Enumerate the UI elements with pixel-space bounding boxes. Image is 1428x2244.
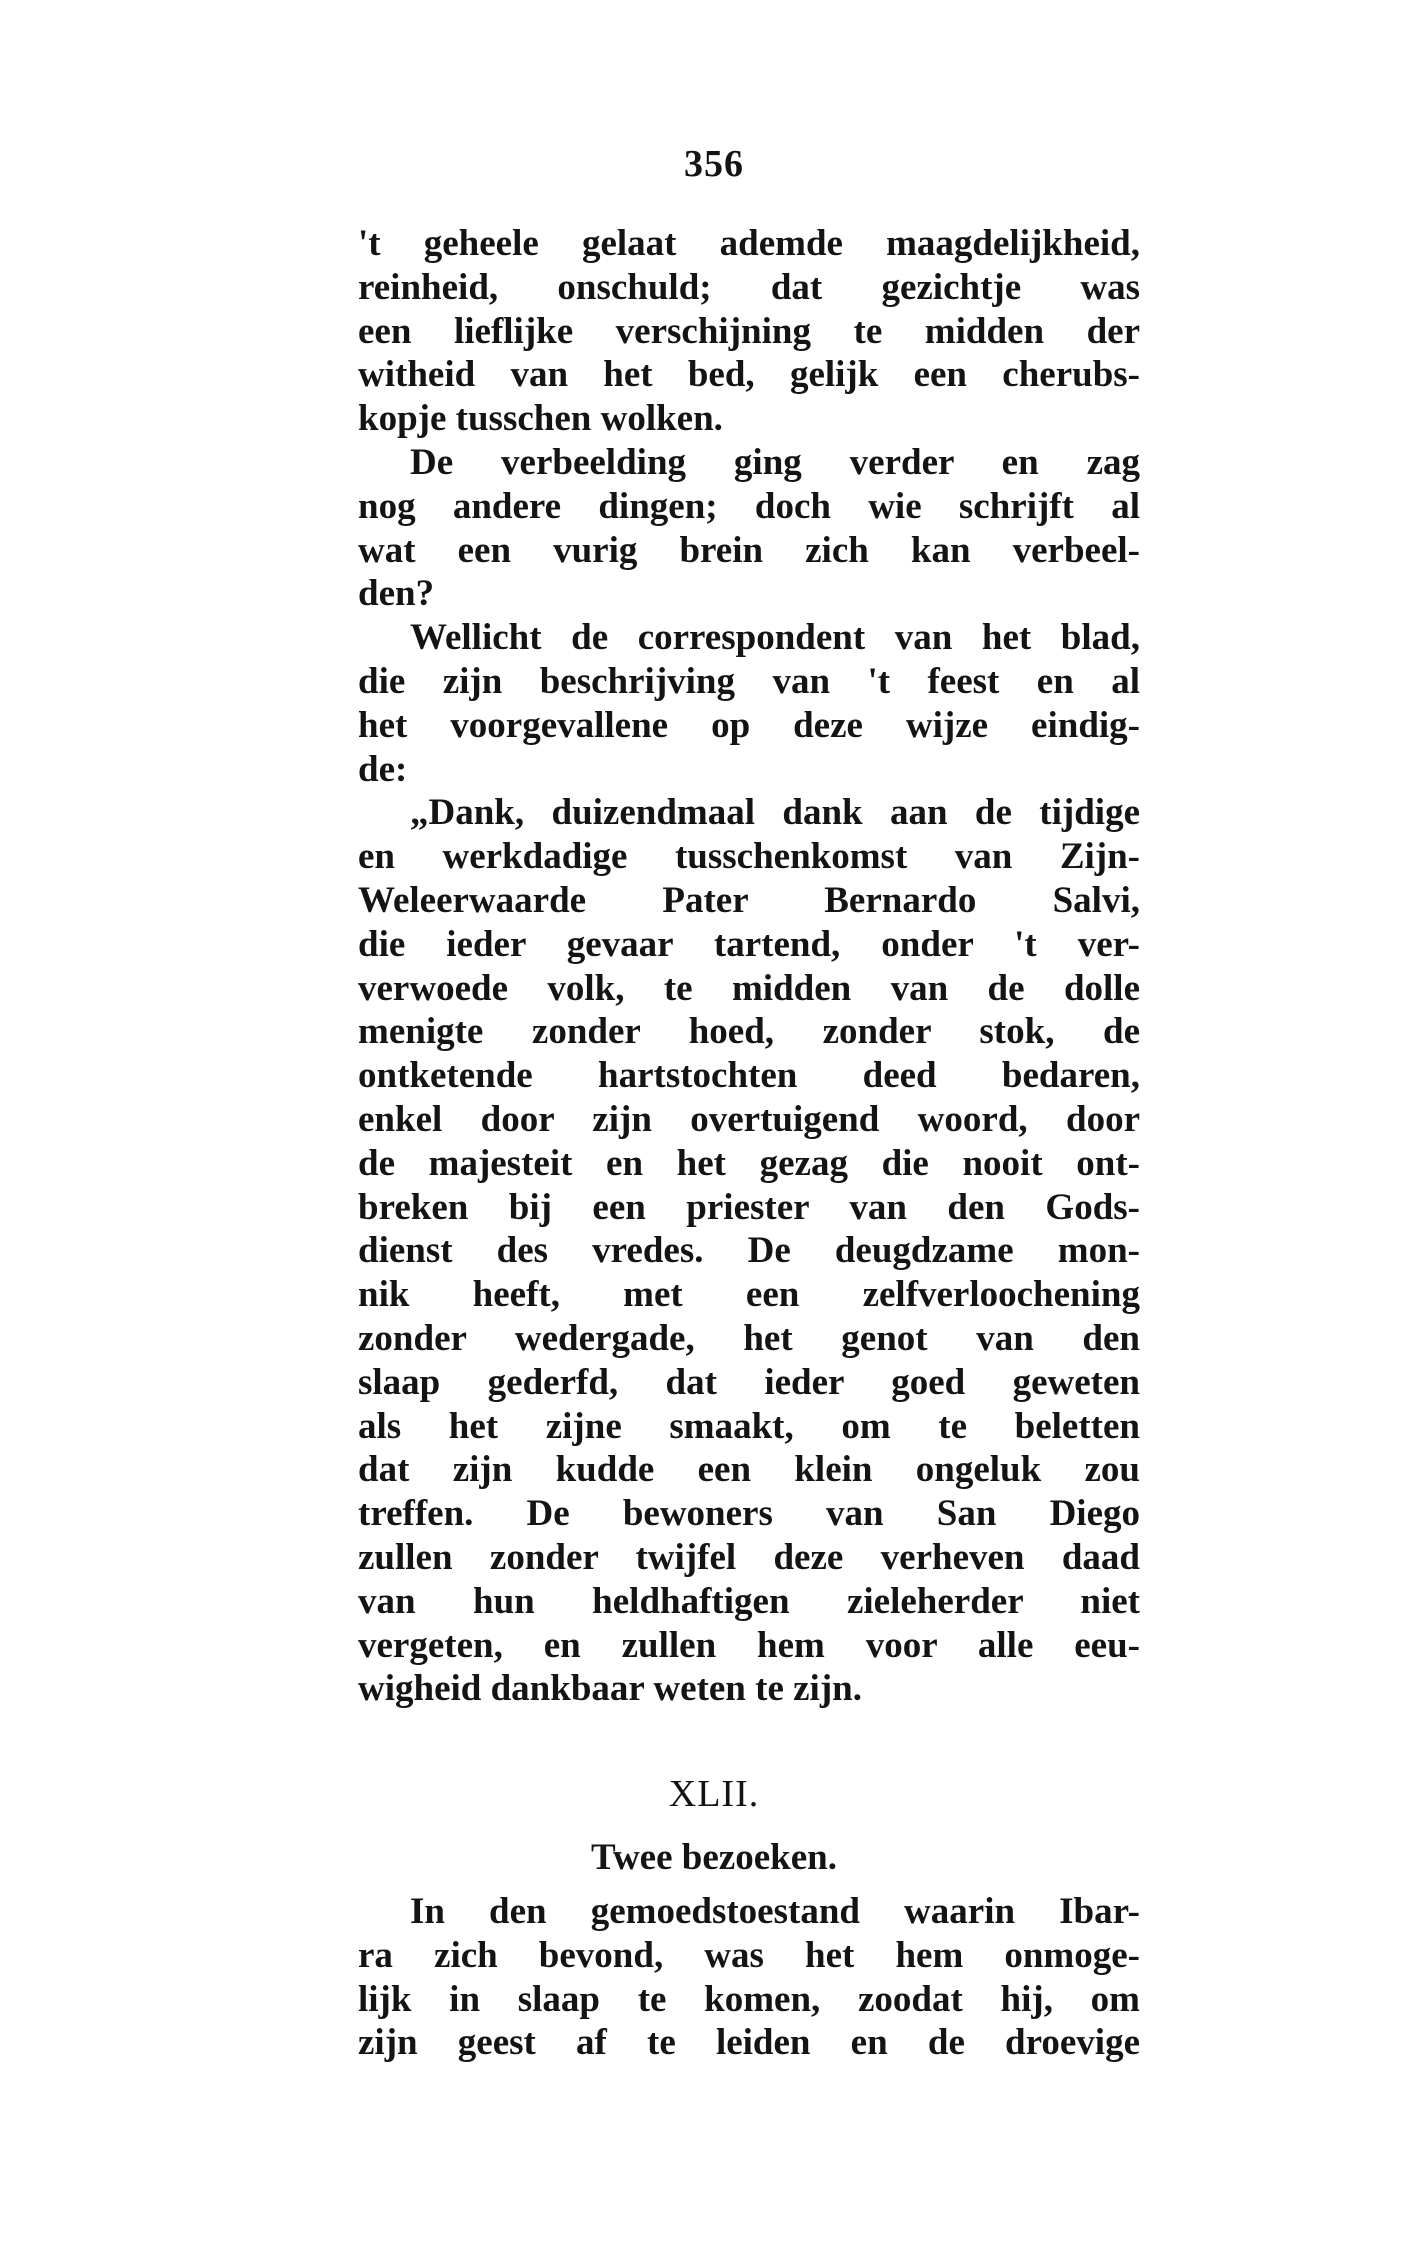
text-line: die ieder gevaar tartend, onder 't ver- [358, 923, 1140, 965]
text-line: de: [358, 748, 408, 790]
text-line: een lieflijke verschijning te midden der [358, 310, 1140, 352]
text-line: vergeten, en zullen hem voor alle eeu- [358, 1624, 1140, 1666]
text-line: lijk in slaap te komen, zoodat hij, om [358, 1978, 1140, 2020]
text-line: In den gemoedstoestand waarin Ibar- [410, 1891, 1140, 1932]
text-line: nog andere dingen; doch wie schrijft al [358, 485, 1140, 527]
text-line: ra zich bevond, was het hem onmoge- [358, 1934, 1140, 1976]
text-line: Weleerwaarde Pater Bernardo Salvi, [358, 879, 1140, 921]
text-line: zullen zonder twijfel deze verheven daad [358, 1536, 1140, 1578]
text-line: 't geheele gelaat ademde maagdelijkheid, [358, 223, 1140, 264]
text-line: wigheid dankbaar weten te zijn. [358, 1668, 862, 1710]
text-line: witheid van het bed, gelijk een cherubs- [358, 354, 1140, 396]
text-line: en werkdadige tusschenkomst van Zijn- [358, 836, 1140, 878]
text-line: die zijn beschrijving van 't feest en al [358, 660, 1140, 702]
text-line: ontketende hartstochten deed bedaren, [358, 1055, 1140, 1097]
text-line: van hun heldhaftigen zieleherder niet [358, 1580, 1140, 1622]
text-line: treffen. De bewoners van San Diego [358, 1493, 1140, 1535]
text-line: dat zijn kudde een klein ongeluk zou [358, 1449, 1140, 1491]
text-line: reinheid, onschuld; dat gezichtje was [358, 266, 1140, 308]
text-line: als het zijne smaakt, om te beletten [358, 1405, 1140, 1447]
text-line: verwoede volk, te midden van de dolle [358, 967, 1140, 1009]
text-line: kopje tusschen wolken. [358, 398, 723, 440]
body-text-section-2 [358, 1890, 1140, 2065]
text-line: dienst des vredes. De deugdzame mon- [358, 1230, 1140, 1272]
text-line: den? [358, 573, 435, 615]
text-line: wat een vurig brein zich kan verbeel- [358, 529, 1140, 571]
text-line: nik heeft, met een zelfverloochening [358, 1274, 1140, 1316]
text-line: Wellicht de correspondent van het blad, [410, 617, 1140, 659]
chapter-number: XLII. [668, 1773, 760, 1815]
text-line: zonder wedergade, het genot van den [358, 1317, 1140, 1359]
text-line: „Dank, duizendmaal dank aan de tijdige [410, 792, 1140, 834]
text-line: De verbeelding ging verder en zag [410, 441, 1140, 483]
text-line: de majesteit en het gezag die nooit ont- [358, 1142, 1140, 1184]
chapter-title: Twee bezoeken. [591, 1837, 837, 1878]
text-line: breken bij een priester van den Gods- [358, 1186, 1140, 1228]
page-number: 356 [684, 143, 744, 185]
text-line: zijn geest af te leiden en de droevige [358, 2022, 1140, 2064]
text-line: menigte zonder hoed, zonder stok, de [358, 1011, 1140, 1053]
text-line: enkel door zijn overtuigend woord, door [358, 1098, 1140, 1140]
text-line: het voorgevallene op deze wijze eindig- [358, 704, 1140, 746]
text-line: slaap gederfd, dat ieder goed geweten [358, 1361, 1140, 1403]
body-text-section-1 [358, 222, 1140, 1711]
